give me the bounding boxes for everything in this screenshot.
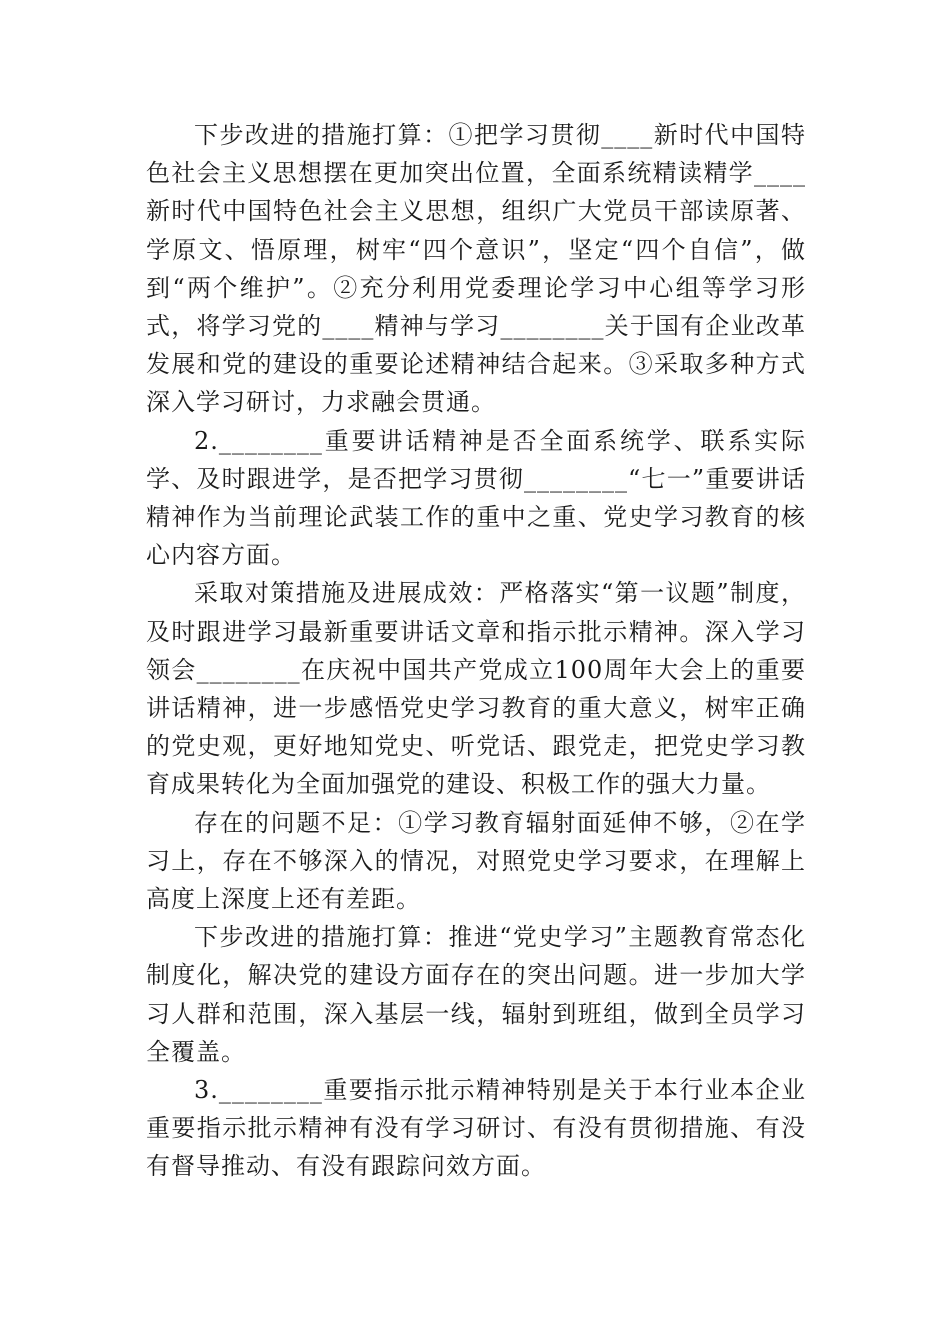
paragraph-improvement-plan-1: 下步改进的措施打算：①把学习贯彻____新时代中国特色社会主义思想摆在更加突出位置，全面系统精读精学____新时代中国特色社会主义思想，组织广大党员干部读原著、学原文、悟原理，树牢“四个意识”，坚定“四个自信”，做到“两个维护”。②充分利用党委理论学习中心组等学习形式，将学习党的____精神与学习________关于国有企业改革发展和党的建设的重要论述精神结合起来。③采取多种方式深入学习研讨，力求融会贯通。 [146, 121, 806, 417]
paragraph-measures-progress: 采取对策措施及进展成效：严格落实“第一议题”制度，及时跟进学习最新重要讲话文章和指示批示精神。深入学习领会________在庆祝中国共产党成立100周年大会上的重要讲话精神，进一步感悟党史学习教育的重大意义，树牢正确的党史观，更好地知党史、听党话、跟党走，把党史学习教育成果转化为全面加强党的建设、积极工作的强大力量。 [146, 579, 806, 799]
document-body [146, 116, 806, 1186]
paragraph-item-2-heading: 2.________重要讲话精神是否全面系统学、联系实际学、及时跟进学，是否把学习贯彻________“七一”重要讲话精神作为当前理论武装工作的重中之重、党史学习教育的核心内容方面。 [146, 426, 806, 570]
paragraph-item-3-heading: 3.________重要指示批示精神特别是关于本行业本企业重要指示批示精神有没有学习研讨、有没有贯彻措施、有没有督导推动、有没有跟踪问效方面。 [146, 1076, 806, 1181]
paragraph-problems: 存在的问题不足：①学习教育辐射面延伸不够，②在学习上，存在不够深入的情况，对照党史学习要求，在理解上高度上深度上还有差距。 [146, 808, 806, 914]
paragraph-improvement-plan-2: 下步改进的措施打算：推进“党史学习”主题教育常态化制度化，解决党的建设方面存在的突出问题。进一步加大学习人群和范围，深入基层一线，辐射到班组，做到全员学习全覆盖。 [146, 923, 806, 1066]
